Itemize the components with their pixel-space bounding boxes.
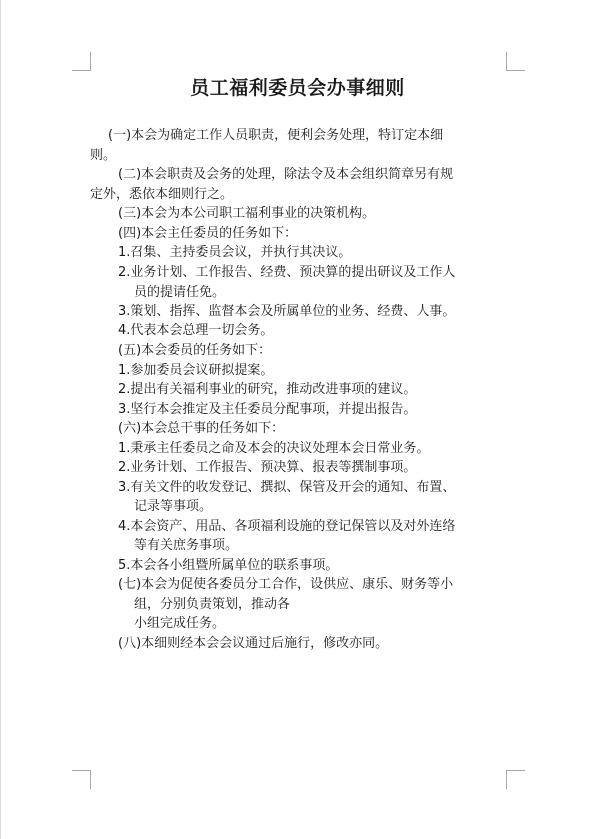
text-line: 4.代表本会总理一切会务。 [118,323,274,338]
text-line: (七)本会为促使各委员分工合作，设供应、康乐、财务等小 [118,577,454,592]
text-line: (二)本会职责及会务的处理，除法令及本会组织简章另有规 [118,167,454,182]
page-left-edge [0,0,1,839]
text-line: 员的提请任免。 [134,285,226,300]
text-line: 2.业务计划、工作报告、经费、预决算的提出研议及工作人 [118,265,456,280]
text-line: 1.参加委员会议研拟提案。 [118,363,274,378]
text-line: 则。 [90,148,117,163]
text-line: 定外，悉依本细则行之。 [90,187,234,202]
text-line: 2.提出有关福利事业的研究，推动改进事项的建议。 [118,382,417,397]
text-line: (六)本会总干事的任务如下： [118,421,285,436]
margin-mark-top-right [506,52,525,71]
text-line: 1.召集、主持委员会议，并执行其决议。 [118,245,352,260]
document-title: 员工福利委员会办事细则 [190,77,405,99]
text-line: 组，分别负责策划，推动各 [134,597,291,612]
text-line: (一)本会为确定工作人员职责，便利会务处理，特订定本细 [108,128,444,143]
text-line: (四)本会主任委员的任务如下： [118,226,298,241]
text-line: 5.本会各小组暨所属单位的联系事项。 [118,558,339,573]
text-line: 记录等事项。 [134,499,213,514]
text-line: 2.业务计划、工作报告、预决算、报表等撰制事项。 [118,460,417,475]
text-line: 3.策划、指挥、监督本会及所属单位的业务、经费、人事。 [118,304,456,319]
text-line: 3.坚行本会推定及主任委员分配事项，并提出报告。 [118,402,417,417]
text-line: 等有关庶务事项。 [134,538,239,553]
text-line: 3.有关文件的收发登记、撰拟、保管及开会的通知、布置、 [118,480,456,495]
margin-mark-top-left [72,52,91,71]
margin-mark-bottom-right [506,770,525,789]
margin-mark-bottom-left [72,770,91,789]
text-line: 小组完成任务。 [134,616,226,631]
text-line: 1.秉承主任委员之命及本会的决议处理本会日常业务。 [118,441,430,456]
text-line: (八)本细则经本会会议通过后施行，修改亦同。 [118,636,389,651]
text-line: 4.本会资产、用品、各项福利设施的登记保管以及对外连络 [118,519,456,534]
text-line: (五)本会委员的任务如下： [118,343,272,358]
text-line: (三)本会为本公司职工福利事业的决策机构。 [118,206,376,221]
